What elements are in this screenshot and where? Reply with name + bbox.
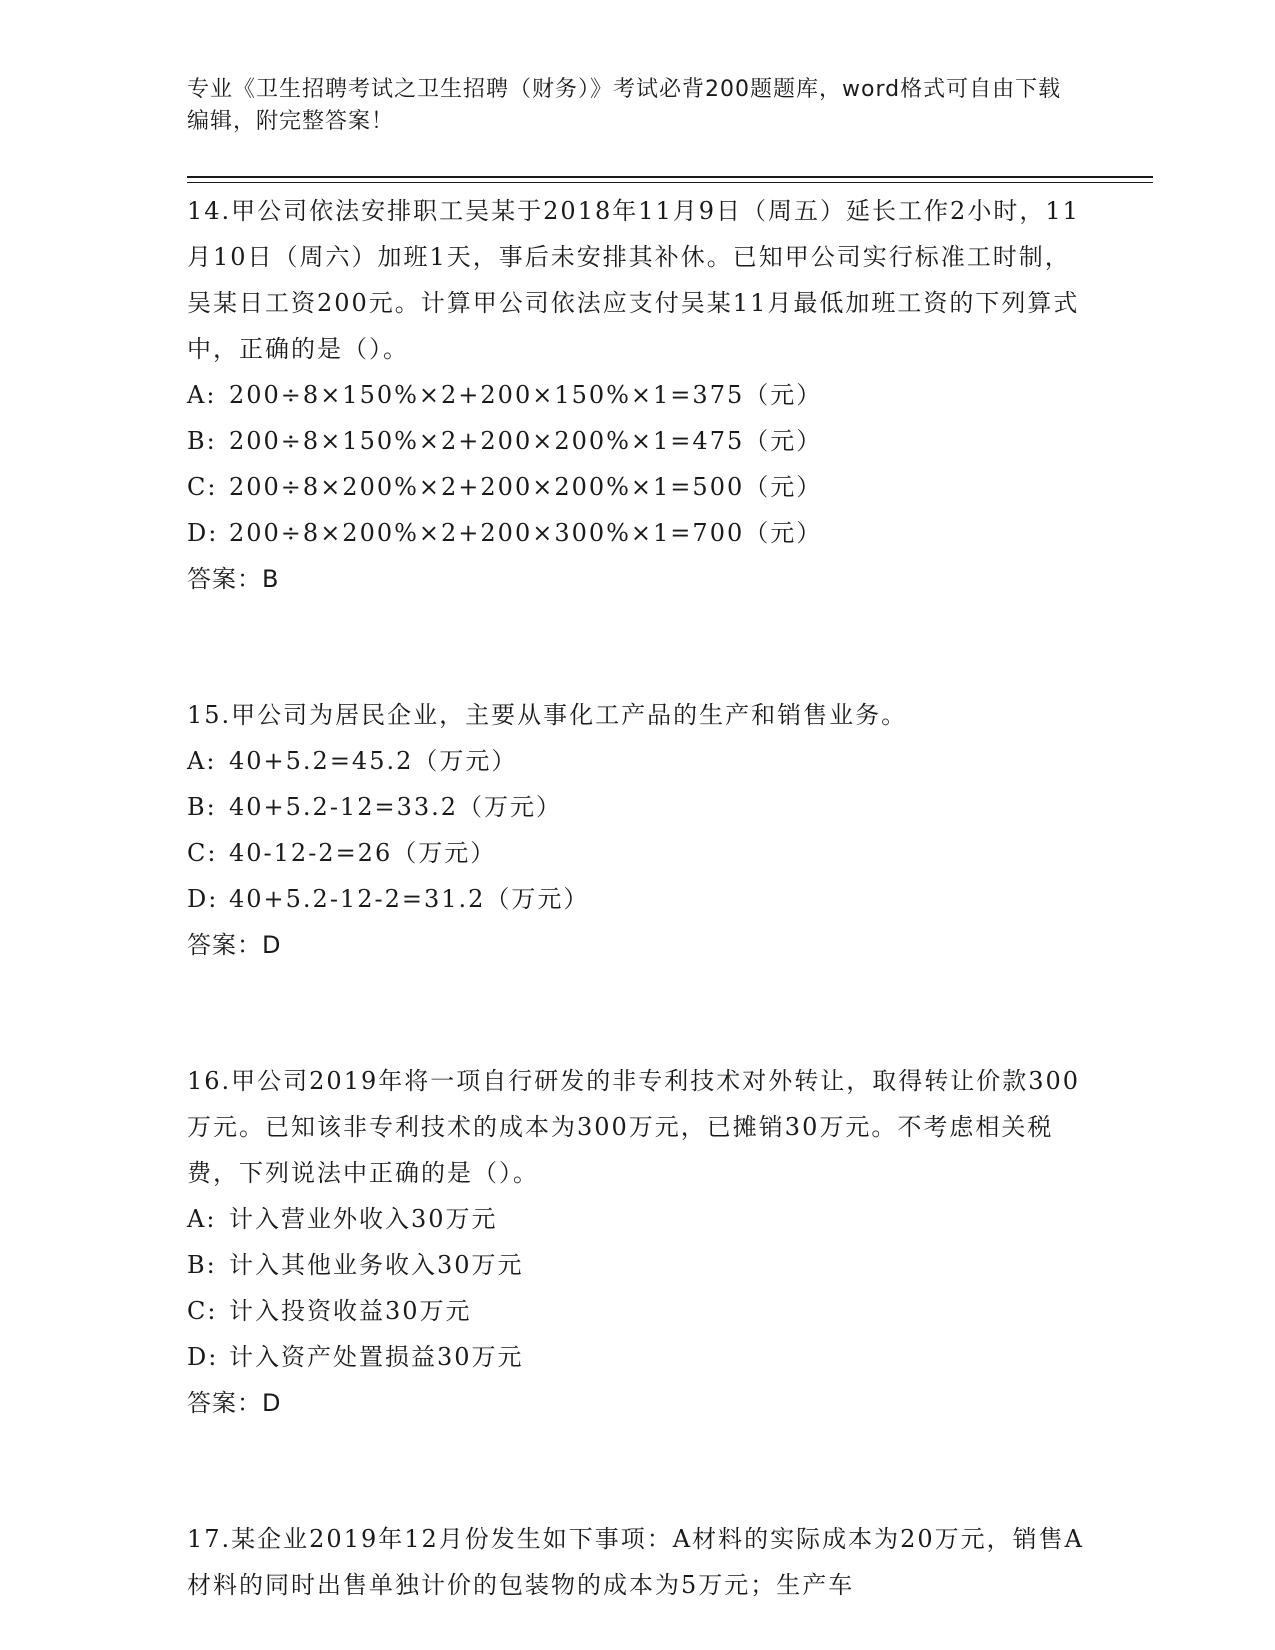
option-text: 计入营业外收入30万元 bbox=[229, 1205, 498, 1233]
option-text: 40+5.2=45.2（万元） bbox=[229, 747, 518, 775]
option-c bbox=[187, 464, 1087, 510]
question-16 bbox=[187, 1058, 1087, 1426]
option-c bbox=[187, 1288, 1087, 1334]
document-header: 专业《卫生招聘考试之卫生招聘（财务）》考试必背200题题库，word格式可自由下载编辑，附完整答案！ bbox=[187, 77, 1062, 134]
option-text: 200÷8×200%×2+200×300%×1=700（元） bbox=[229, 519, 823, 547]
option-letter: B: bbox=[187, 427, 217, 455]
option-b bbox=[187, 1242, 1087, 1288]
option-letter: C: bbox=[187, 1297, 218, 1325]
option-letter: A: bbox=[187, 747, 217, 775]
question-17 bbox=[187, 1516, 1087, 1608]
option-text: 200÷8×200%×2+200×200%×1=500（元） bbox=[229, 473, 823, 501]
option-a bbox=[187, 738, 1087, 784]
option-letter: D: bbox=[187, 1343, 219, 1371]
question-stem: 17.某企业2019年12月份发生如下事项：A材料的实际成本为20万元，销售A材料的同时出售单独计价的包装物的成本为5万元；生产车 bbox=[187, 1525, 1084, 1599]
answer-line: 答案：B bbox=[187, 565, 280, 593]
option-d bbox=[187, 510, 1087, 556]
option-c bbox=[187, 830, 1087, 876]
question-14 bbox=[187, 188, 1087, 602]
option-text: 计入投资收益30万元 bbox=[229, 1297, 472, 1325]
option-b bbox=[187, 784, 1087, 830]
option-a bbox=[187, 372, 1087, 418]
option-b bbox=[187, 418, 1087, 464]
option-letter: D: bbox=[187, 519, 219, 547]
option-text: 40+5.2-12-2=31.2（万元） bbox=[229, 885, 590, 913]
header-divider-thick bbox=[187, 176, 1153, 178]
option-letter: A: bbox=[187, 381, 217, 409]
option-d bbox=[187, 1334, 1087, 1380]
option-letter: C: bbox=[187, 839, 218, 867]
question-stem: 14.甲公司依法安排职工吴某于2018年11月9日（周五）延长工作2小时，11月10日（周六）加班1天，事后未安排其补休。已知甲公司实行标准工时制，吴某日工资200元。计算甲公司依法应支付吴某11月最低加班工资的下列算式中，正确的是（）。 bbox=[187, 197, 1080, 363]
answer-line: 答案：D bbox=[187, 1389, 282, 1417]
option-text: 40-12-2=26（万元） bbox=[229, 839, 497, 867]
option-letter: B: bbox=[187, 793, 217, 821]
option-text: 计入资产处置损益30万元 bbox=[229, 1343, 524, 1371]
option-letter: C: bbox=[187, 473, 218, 501]
question-stem: 16.甲公司2019年将一项自行研发的非专利技术对外转让，取得转让价款300万元。已知该非专利技术的成本为300万元，已摊销30万元。不考虑相关税费，下列说法中正确的是（）。 bbox=[187, 1067, 1081, 1187]
option-a bbox=[187, 1196, 1087, 1242]
option-d bbox=[187, 876, 1087, 922]
option-text: 200÷8×150%×2+200×200%×1=475（元） bbox=[229, 427, 823, 455]
answer-line: 答案：D bbox=[187, 931, 282, 959]
header-divider-thin bbox=[187, 182, 1153, 183]
option-letter: B: bbox=[187, 1251, 217, 1279]
question-stem: 15.甲公司为居民企业，主要从事化工产品的生产和销售业务。 bbox=[187, 701, 908, 729]
option-letter: A: bbox=[187, 1205, 217, 1233]
option-text: 计入其他业务收入30万元 bbox=[229, 1251, 524, 1279]
question-15 bbox=[187, 692, 1087, 968]
option-text: 40+5.2-12=33.2（万元） bbox=[229, 793, 563, 821]
question-list bbox=[187, 188, 1087, 1608]
option-letter: D: bbox=[187, 885, 219, 913]
option-text: 200÷8×150%×2+200×150%×1=375（元） bbox=[229, 381, 823, 409]
